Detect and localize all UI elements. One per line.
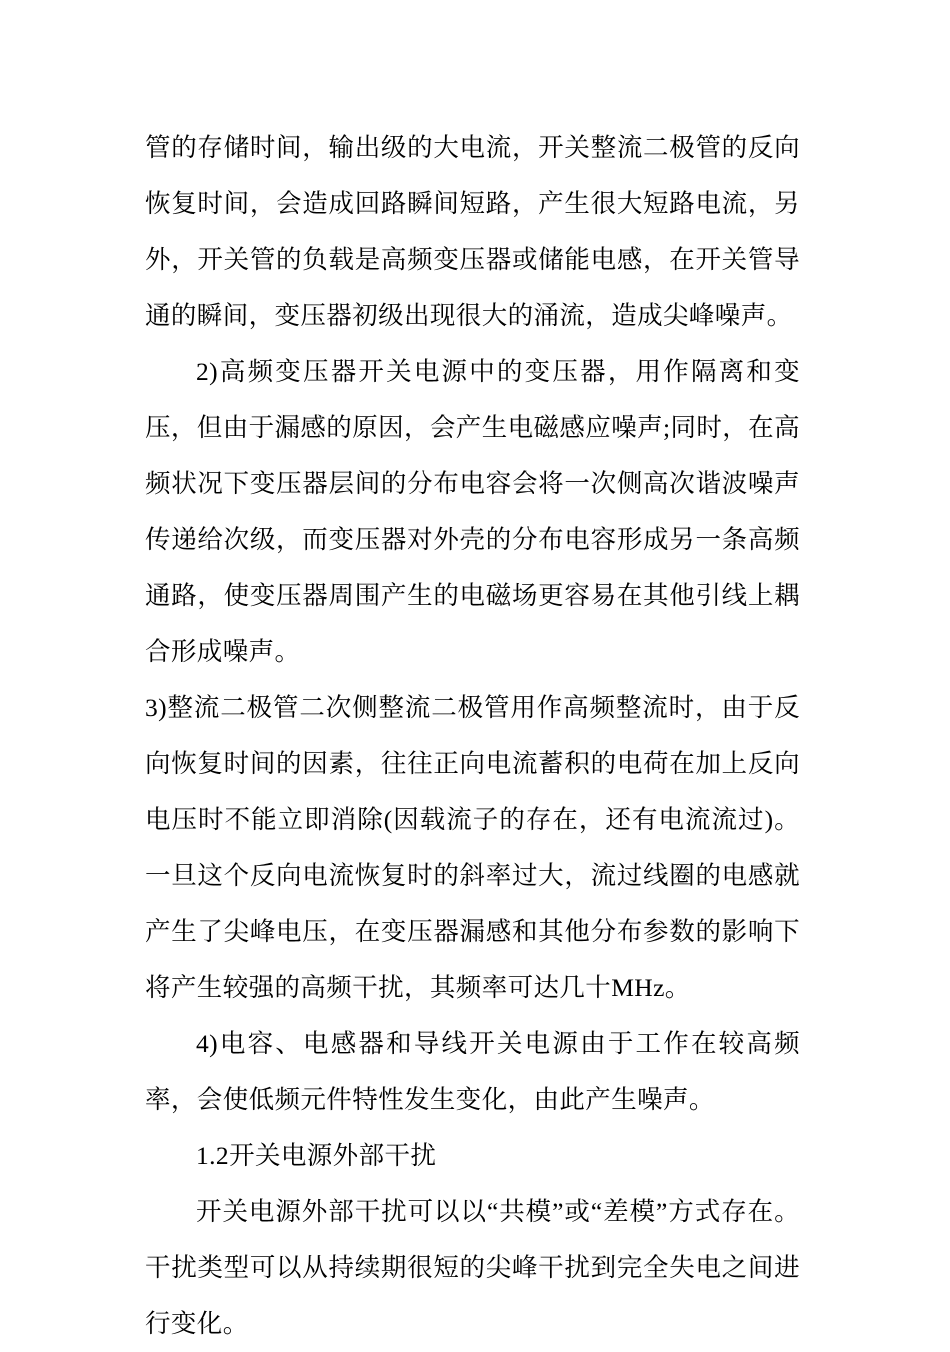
section-heading-1-2: 1.2开关电源外部干扰 (196, 1141, 437, 1170)
paragraph-4: 4)电容、电感器和导线开关电源由于工作在较高频率，会使低频元件特性发生变化，由此产生噪声。 (145, 1029, 800, 1114)
paragraph-3: 3)整流二极管二次侧整流二极管用作高频整流时，由于反向恢复时间的因素，往往正向电流蓄积的电荷在加上反向电压时不能立即消除(因载流子的存在，还有电流流过)。一旦这个反向电流恢复时的斜率过大，流过线圈的电感就产生了尖峰电压，在变压器漏感和其他分布参数的影响下将产生较强的高频干扰，其频率可达几十MHz。 (145, 693, 800, 1002)
paragraph-6: 开关电源外部干扰可以以“共模”或“差模”方式存在。干扰类型可以从持续期很短的尖峰干扰到完全失电之间进行变化。 (145, 1197, 800, 1338)
paragraph-1: 管的存储时间，输出级的大电流，开关整流二极管的反向恢复时间，会造成回路瞬间短路，产生很大短路电流，另外，开关管的负载是高频变压器或储能电感，在开关管导通的瞬间，变压器初级出现很大的涌流，造成尖峰噪声。 (145, 133, 800, 330)
document-body (145, 120, 800, 1352)
paragraph-2: 2)高频变压器开关电源中的变压器，用作隔离和变压，但由于漏感的原因，会产生电磁感应噪声;同时，在高频状况下变压器层间的分布电容会将一次侧高次谐波噪声传递给次级，而变压器对外壳的分布电容形成另一条高频通路，使变压器周围产生的电磁场更容易在其他引线上耦合形成噪声。 (145, 357, 800, 666)
